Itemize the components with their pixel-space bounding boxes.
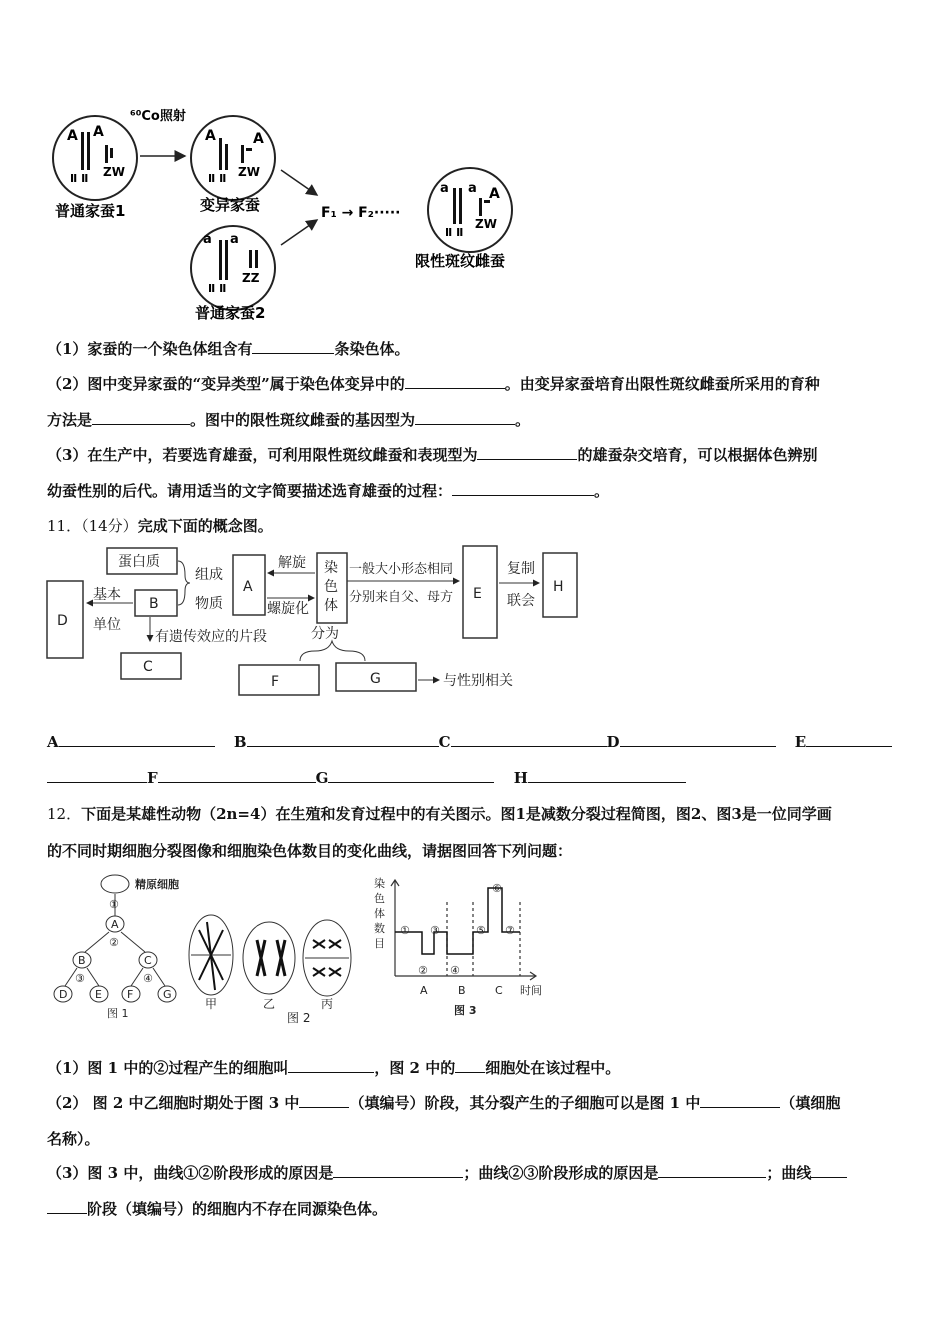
svg-text:E: E: [95, 988, 102, 1001]
answer-blank[interactable]: [700, 1093, 780, 1108]
cell-bing: 丙: [321, 997, 334, 1011]
svg-text:图 3: 图 3: [454, 1004, 477, 1017]
figure3-chromosome-curve: [370, 872, 555, 1022]
svg-text:①: ①: [109, 898, 119, 911]
silkworm2-cell: [191, 226, 275, 310]
q12-part2: （2） 图 2 中乙细胞时期处于图 3 中 （填编号）阶段，其分裂产生的子细胞可以是图 1 中 （填细胞: [47, 1094, 841, 1112]
svg-text:A: A: [420, 984, 428, 997]
svg-text:单位: 单位: [93, 617, 121, 633]
svg-text:色: 色: [374, 892, 385, 905]
answer-blank[interactable]: [415, 410, 515, 425]
answer-blank[interactable]: [405, 374, 505, 389]
q12-part1: （1）图 1 中的②过程产生的细胞叫 ，图 2 中的 细胞处在该过程中。: [47, 1059, 621, 1077]
svg-text:③: ③: [430, 924, 440, 937]
svg-text:ZZ: ZZ: [242, 271, 260, 285]
svg-text:D: D: [59, 988, 68, 1001]
f1-f2-label: F₁ → F₂·····: [321, 205, 401, 221]
svg-text:ZW: ZW: [475, 217, 497, 231]
chromosome-node: 染: [324, 560, 338, 576]
svg-text:色: 色: [324, 579, 338, 595]
cobalt-label: ⁶⁰Co照射: [130, 109, 186, 124]
svg-text:ZW: ZW: [103, 165, 125, 179]
silkworm1-label: 普通家蚕1: [55, 202, 126, 220]
svg-text:一般大小形态相同: 一般大小形态相同: [349, 562, 454, 577]
svg-text:染: 染: [374, 877, 385, 890]
svg-text:②: ②: [109, 936, 119, 949]
answer-blank[interactable]: [620, 732, 776, 747]
answer-blank[interactable]: [47, 768, 147, 783]
answer-blank[interactable]: [333, 1163, 463, 1178]
svg-text:基本: 基本: [93, 587, 121, 603]
answer-blank[interactable]: [252, 339, 334, 354]
concept-map: [45, 543, 590, 700]
answer-blank[interactable]: [451, 732, 607, 747]
svg-text:④: ④: [143, 972, 153, 985]
answer-blank[interactable]: [299, 1093, 349, 1108]
answer-blank[interactable]: [455, 1058, 485, 1073]
answer-blank[interactable]: [477, 445, 577, 460]
svg-text:体: 体: [374, 907, 385, 920]
variant-cell: [191, 116, 275, 200]
svg-text:Ⅱ Ⅱ: Ⅱ Ⅱ: [445, 226, 464, 239]
svg-text:Ⅱ Ⅱ: Ⅱ Ⅱ: [208, 282, 227, 295]
silkworm1-cell: [53, 116, 137, 200]
answer-blank[interactable]: [658, 1163, 766, 1178]
answer-blank[interactable]: [59, 732, 215, 747]
svg-text:体: 体: [324, 598, 338, 614]
answer-blank[interactable]: [158, 768, 316, 783]
svg-text:A: A: [93, 124, 104, 140]
q12-stem1: 12．下面是某雄性动物（2n=4）在生殖和发育过程中的有关图示。图1是减数分裂过程简图，图2、图3是一位同学画: [47, 805, 832, 823]
silkworm-breeding-figure: [45, 100, 545, 325]
svg-text:组成: 组成: [195, 567, 223, 583]
svg-text:①: ①: [400, 924, 410, 937]
q10-part2: （2）图中变异家蚕的“变异类型”属于染色体变异中的 。由变异家蚕培育出限性斑纹雌蚕所采用的育种: [47, 375, 820, 393]
svg-text:③: ③: [75, 972, 85, 985]
cell-jia: 甲: [205, 997, 218, 1011]
q10-part1: （1）家蚕的一个染色体组含有 条染色体。: [47, 340, 410, 358]
svg-text:a: a: [468, 181, 477, 196]
q11-answers-row2: F G H: [47, 768, 686, 787]
svg-text:时间: 时间: [520, 984, 542, 997]
female-cell: [428, 168, 512, 252]
svg-text:Ⅱ Ⅱ: Ⅱ Ⅱ: [208, 172, 227, 185]
q12-part3: （3）图 3 中，曲线①②阶段形成的原因是 ；曲线②③阶段形成的原因是 ；曲线: [47, 1162, 847, 1183]
svg-text:a: a: [203, 232, 212, 247]
q10-part3-cont: 幼蚕性别的后代。请用适当的文字简要描述选育雄蚕的过程： 。: [47, 482, 610, 500]
svg-text:②: ②: [418, 964, 428, 977]
svg-text:数: 数: [374, 922, 385, 935]
answer-blank[interactable]: [452, 481, 594, 496]
node-A: A: [243, 579, 253, 595]
answer-blank[interactable]: [806, 732, 892, 747]
svg-text:C: C: [144, 954, 152, 967]
svg-text:B: B: [458, 984, 466, 997]
answer-blank[interactable]: [47, 1199, 87, 1214]
svg-text:A: A: [205, 128, 216, 144]
figure1-meiosis: [45, 872, 185, 1022]
answer-blank[interactable]: [92, 410, 190, 425]
answer-blank[interactable]: [328, 768, 494, 783]
figure2-cells: [185, 910, 360, 1025]
gene-label: A: [67, 128, 78, 144]
svg-text:⑦: ⑦: [505, 924, 515, 937]
svg-text:精原细胞: 精原细胞: [135, 878, 179, 891]
node-D: D: [57, 613, 68, 629]
svg-text:物质: 物质: [195, 596, 223, 612]
chromosome-curve: [395, 888, 520, 954]
svg-text:图 1: 图 1: [107, 1007, 129, 1020]
svg-text:解旋: 解旋: [278, 555, 306, 571]
svg-text:C: C: [495, 984, 503, 997]
node-F: F: [271, 674, 280, 690]
answer-blank[interactable]: [247, 732, 439, 747]
svg-text:④: ④: [450, 964, 460, 977]
svg-text:联会: 联会: [507, 593, 535, 609]
svg-text:螺旋化: 螺旋化: [267, 601, 309, 617]
svg-text:G: G: [163, 988, 172, 1001]
svg-text:分为: 分为: [311, 626, 339, 642]
svg-text:目: 目: [374, 937, 385, 950]
svg-text:ZW: ZW: [238, 165, 260, 179]
node-E: E: [473, 586, 482, 602]
svg-text:a: a: [230, 232, 239, 247]
node-H: H: [553, 579, 564, 595]
svg-text:a: a: [440, 181, 449, 196]
q11-heading: 11．（14分）完成下面的概念图。: [47, 517, 273, 535]
node-C: C: [143, 659, 153, 675]
svg-text:B: B: [78, 954, 86, 967]
protein-node: 蛋白质: [118, 554, 160, 570]
svg-text:⑤: ⑤: [476, 924, 486, 937]
svg-text:Ⅱ Ⅱ: Ⅱ Ⅱ: [70, 172, 89, 185]
q10-part3: （3）在生产中，若要选育雄蚕，可利用限性斑纹雌蚕和表现型为 的雄蚕杂交培育，可以根据体色辨别: [47, 446, 818, 464]
answer-blank[interactable]: [528, 768, 686, 783]
svg-text:有遗传效应的片段: 有遗传效应的片段: [155, 629, 267, 645]
q11-answers-row1: A B C D E: [47, 732, 892, 751]
female-label: 限性斑纹雌蚕: [415, 252, 506, 270]
svg-text:A: A: [253, 131, 264, 147]
node-B: B: [149, 596, 159, 612]
svg-text:图 2: 图 2: [287, 1011, 311, 1025]
variant-label: 变异家蚕: [200, 196, 261, 214]
svg-text:A: A: [489, 186, 500, 202]
svg-text:A: A: [111, 918, 119, 931]
svg-text:分别来自父、母方: 分别来自父、母方: [349, 590, 454, 605]
svg-text:与性别相关: 与性别相关: [443, 673, 513, 689]
q12-part2-cont: 名称）。: [47, 1130, 100, 1148]
q12-part3-cont: 阶段（填编号）的细胞内不存在同源染色体。: [47, 1198, 387, 1219]
svg-text:⑥: ⑥: [492, 882, 502, 895]
node-G: G: [370, 671, 381, 687]
answer-blank[interactable]: [811, 1163, 847, 1178]
q10-part2-cont: 方法是 。图中的限性斑纹雌蚕的基因型为 。: [47, 411, 531, 429]
silkworm2-label: 普通家蚕2: [195, 304, 266, 322]
answer-blank[interactable]: [288, 1058, 374, 1073]
svg-text:复制: 复制: [507, 561, 535, 577]
cell-yi: 乙: [263, 997, 276, 1011]
svg-text:F: F: [127, 988, 134, 1001]
q12-stem2: 的不同时期细胞分裂图像和细胞染色体数目的变化曲线，请据图回答下列问题：: [47, 842, 573, 860]
